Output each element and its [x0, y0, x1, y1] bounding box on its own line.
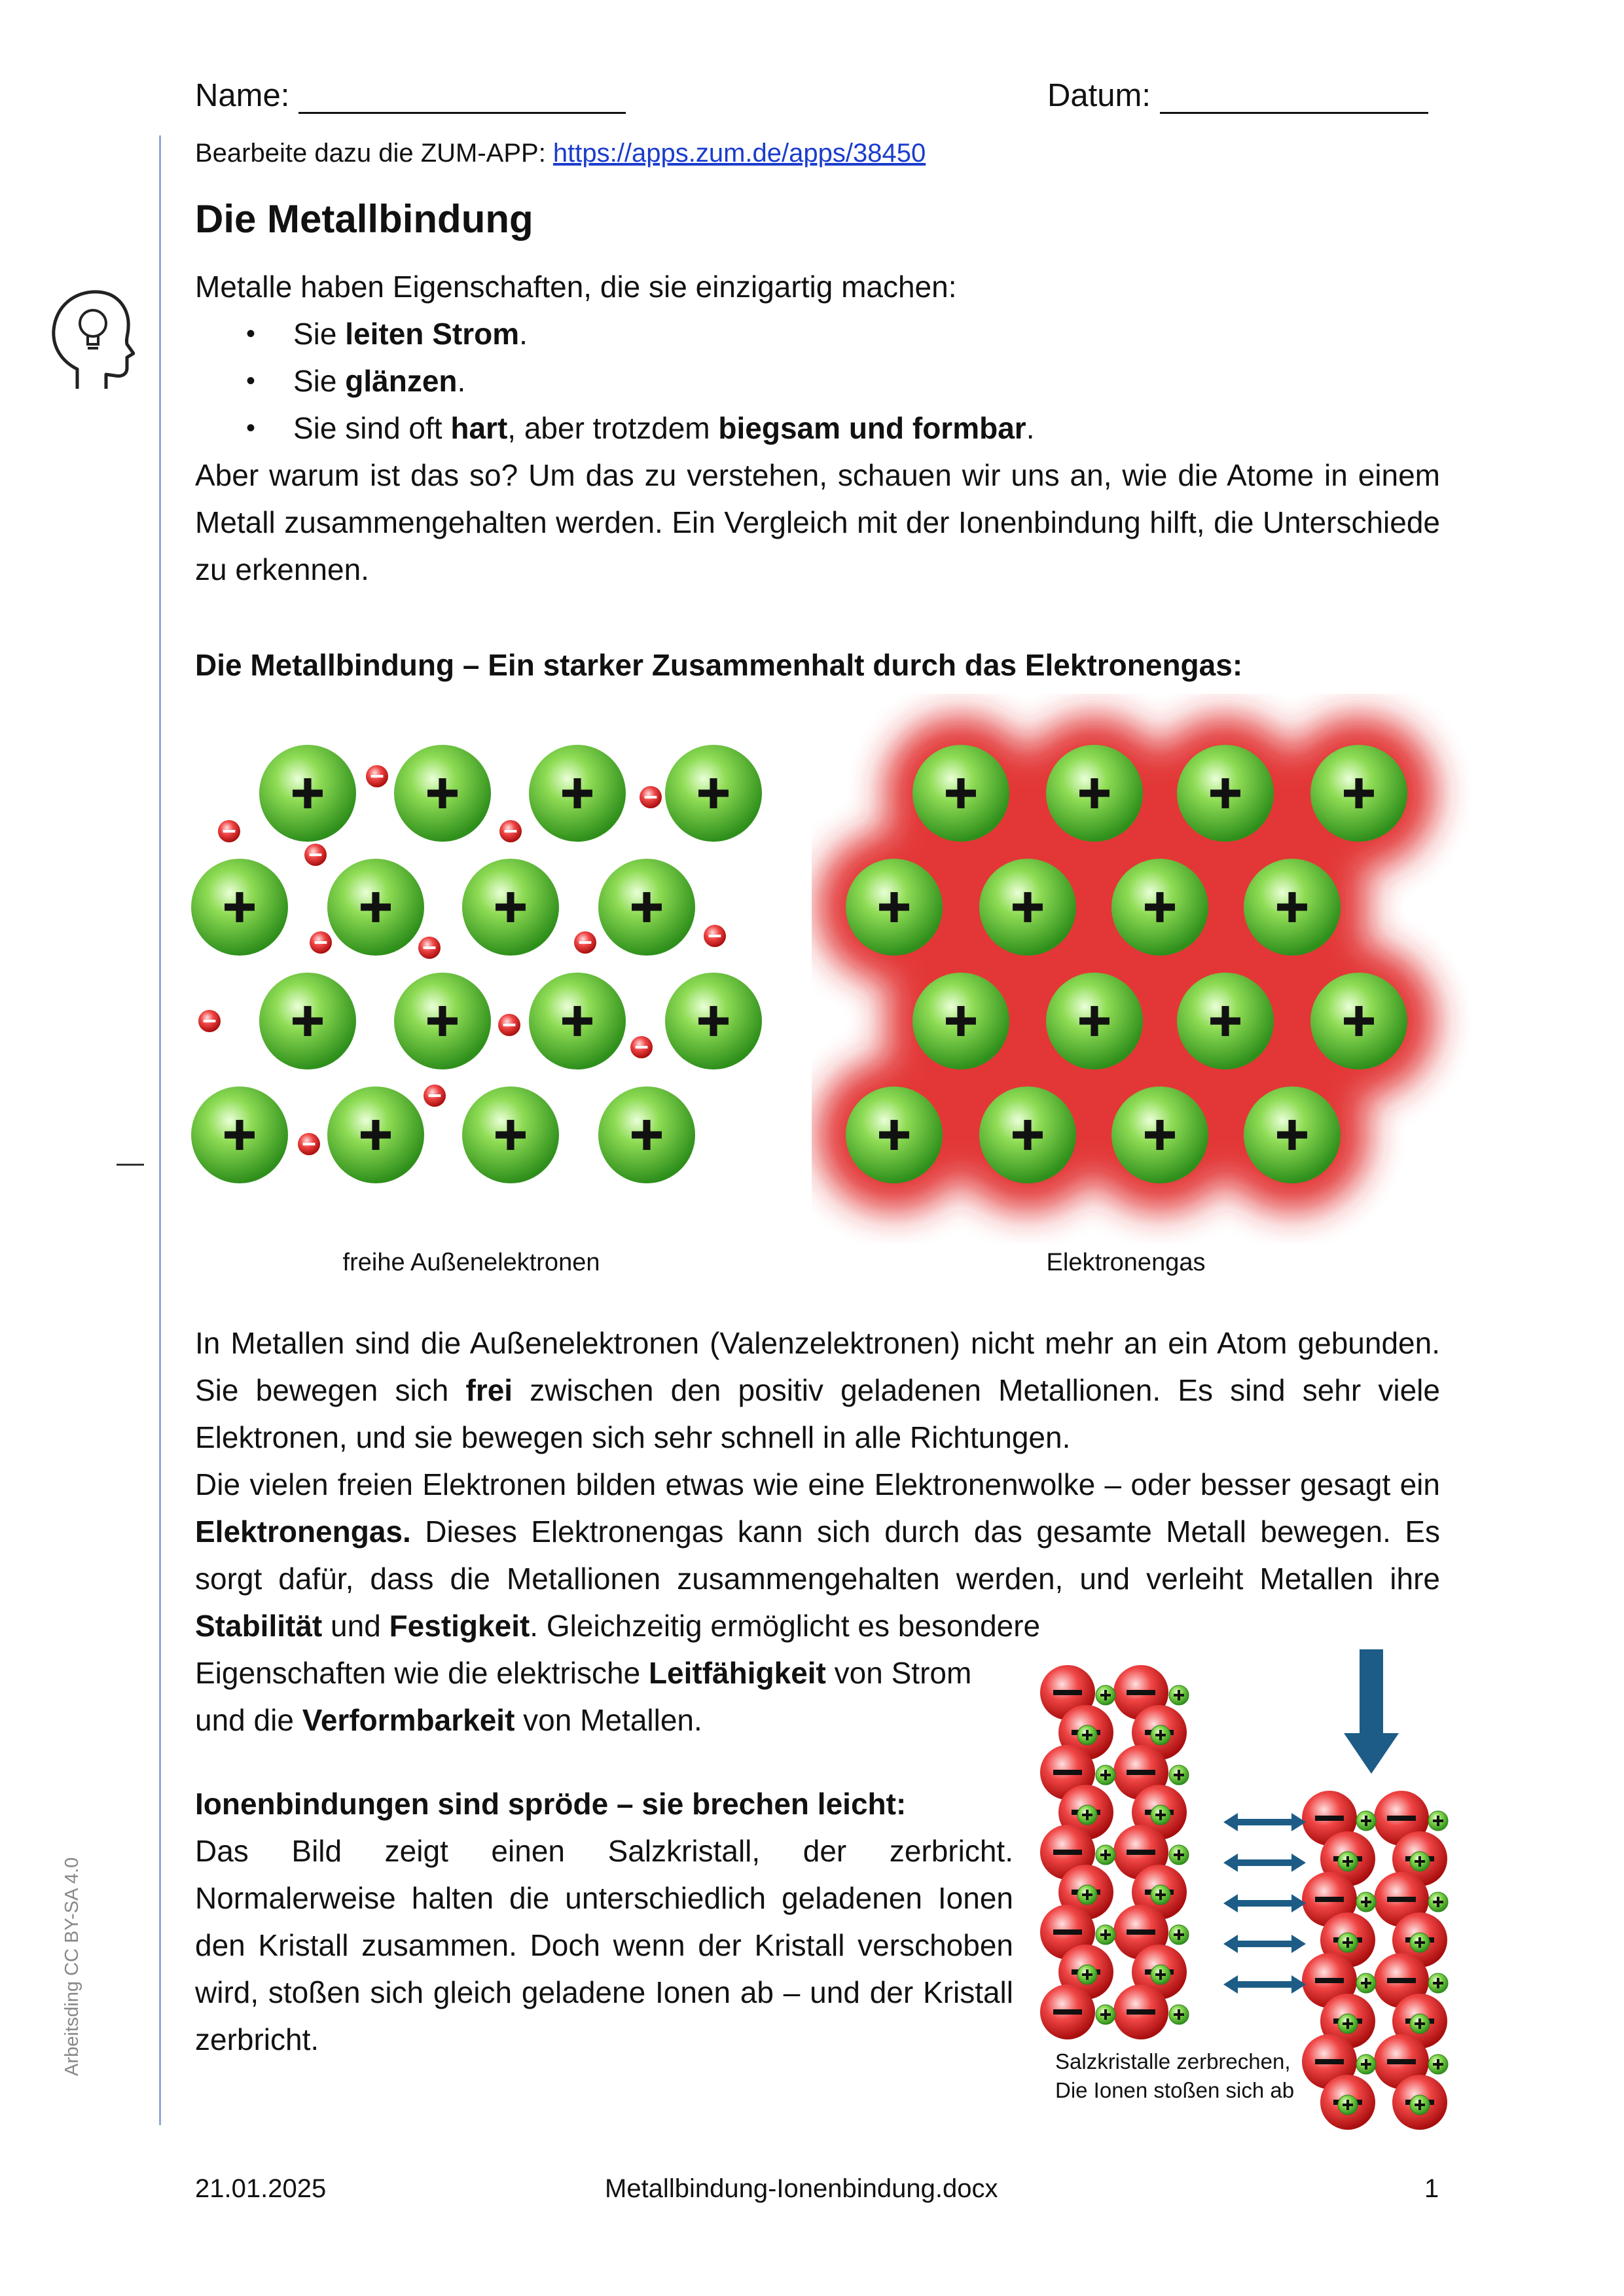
cation	[1077, 1725, 1097, 1745]
metal-ion	[529, 745, 626, 842]
footer-page-number: 1	[1424, 2174, 1439, 2203]
metal-ion	[1111, 859, 1208, 956]
metal-ion	[598, 1086, 695, 1183]
instruction-line: Bearbeite dazu die ZUM-APP: https://apps.zum.de/apps/38450	[195, 139, 926, 168]
electron	[424, 1085, 446, 1107]
electron	[298, 1133, 320, 1155]
cation	[1356, 1811, 1376, 1831]
repulsion-arrow	[1223, 1813, 1306, 1831]
cation	[1151, 1805, 1170, 1825]
metal-ion	[1046, 745, 1143, 842]
cation	[1356, 2054, 1376, 2074]
metal-ion	[394, 973, 491, 1069]
cation	[1096, 1765, 1115, 1785]
intro-question: Aber warum ist das so? Um das zu verstehen, schauen wir uns an, wie die Atome in einem Metall zusammengehalten werden. Ein Vergleich mit der Ionenbindung hilft, die Unterschiede zu erkennen.	[195, 458, 1440, 586]
metal-ion	[1310, 745, 1407, 842]
footer-filename: Metallbindung-Ionenbindung.docx	[605, 2174, 998, 2203]
anion	[1113, 1984, 1168, 2039]
electron-gas-figure	[812, 694, 1479, 1244]
ionic-explanation: Das Bild zeigt einen Salzkristall, der zerbricht. Normalerweise halten die unterschiedlich geladenen Ionen den Kristall zusammen. Doch wenn der Kristall verschoben wird, stoßen sich gleich geladene Ionen ab – und der Kristall zerbricht.	[195, 1834, 1013, 2056]
footer-date: 21.01.2025	[195, 2174, 327, 2203]
metal-ion	[191, 1086, 288, 1183]
paragraph-2: Die vielen freien Elektronen bilden etwas wie eine Elektronenwolke – oder besser gesagt ein Elektronengas. Dieses Elektronengas kann sich durch das gesamte Metall bewegen. Es sorgt dafür, dass die Metallionen zusammengehalten werden, und verleiht Metallen ihre Stabilität und Festigkeit. Gleichzeitig ermöglicht es besondere	[195, 1467, 1440, 1643]
intro-lead: Metalle haben Eigenschaften, die sie einzigartig machen:	[195, 270, 957, 304]
caption-line-2: Die Ionen stoßen sich ab	[1055, 2078, 1295, 2102]
repulsion-arrow	[1223, 1935, 1306, 1953]
electron	[630, 1036, 653, 1058]
metal-ion	[1244, 1086, 1341, 1183]
cation	[1428, 1811, 1448, 1831]
metal-ion	[529, 973, 626, 1069]
cation	[1169, 1765, 1189, 1785]
metal-ion	[665, 745, 762, 842]
cation	[1169, 1925, 1189, 1945]
metal-ion	[259, 745, 356, 842]
metal-ion	[1310, 973, 1407, 1069]
metal-ion	[327, 1086, 424, 1183]
cation	[1169, 1845, 1189, 1865]
zum-app-link[interactable]: https://apps.zum.de/apps/38450	[552, 139, 926, 168]
cation	[1338, 2014, 1358, 2034]
cation	[1096, 1685, 1115, 1705]
cation	[1428, 1973, 1448, 1993]
paragraph-3: Eigenschaften wie die elektrische Leitfähigkeit von Strom	[195, 1656, 972, 1690]
cation	[1428, 2054, 1448, 2074]
repulsion-arrow	[1223, 1854, 1306, 1872]
anion	[1040, 1984, 1095, 2039]
cation	[1096, 1845, 1115, 1865]
cation	[1338, 1933, 1358, 1952]
cation	[1410, 2014, 1430, 2034]
paragraph-4: und die Verformbarkeit von Metallen.	[195, 1703, 702, 1737]
name-field-label: Name:	[195, 77, 626, 114]
paragraph-1: In Metallen sind die Außenelektronen (Valenzelektronen) nicht mehr an ein Atom gebunden. Sie bewegen sich frei zwischen den positiv geladenen Metallionen. Es sind sehr viele Elektronen, und sie bewegen sich sehr schnell in alle Richtungen.	[195, 1326, 1440, 1454]
date-field-label: Datum:	[1047, 77, 1428, 114]
license-note: Arbeitsding CC BY-SA 4.0	[62, 1857, 82, 2076]
metal-explanation-cont	[195, 1649, 1046, 1744]
name-blank-line[interactable]	[298, 79, 626, 114]
free-electrons-figure	[183, 720, 812, 1217]
metal-ion	[1111, 1086, 1208, 1183]
cation	[1410, 1852, 1430, 1871]
cation	[1169, 2005, 1189, 2024]
electron	[574, 931, 596, 954]
metal-ion	[191, 859, 288, 956]
electron	[366, 765, 388, 787]
margin-rule	[159, 135, 161, 2125]
metal-ion	[598, 859, 695, 956]
electron	[499, 820, 522, 842]
metal-ion	[462, 859, 559, 956]
cation	[1077, 1965, 1097, 1984]
intro-block	[195, 263, 1440, 593]
cation	[1338, 1852, 1358, 1871]
metal-ion	[1177, 973, 1274, 1069]
metal-ion	[979, 859, 1076, 956]
electron	[310, 931, 332, 954]
cation	[1077, 1885, 1097, 1905]
cation	[1356, 1973, 1376, 1993]
page-title: Die Metallbindung	[195, 197, 533, 241]
cation	[1096, 1925, 1115, 1945]
metal-ion	[1244, 859, 1341, 956]
cation	[1096, 2005, 1115, 2024]
metal-ion	[327, 859, 424, 956]
cation	[1151, 1965, 1170, 1984]
list-item: • Sie sind oft hart, aber trotzdem biegsam und formbar.	[195, 404, 1440, 452]
list-item: • Sie leiten Strom.	[195, 310, 1440, 357]
metal-ion	[979, 1086, 1076, 1183]
cation	[1151, 1885, 1170, 1905]
electron	[640, 786, 662, 808]
head-lightbulb-icon	[43, 284, 135, 399]
cation	[1410, 1933, 1430, 1952]
metal-ion	[665, 973, 762, 1069]
property-list	[195, 310, 1440, 452]
repulsion-arrow	[1223, 1894, 1306, 1912]
cation	[1338, 2095, 1358, 2115]
cation	[1410, 2095, 1430, 2115]
metal-ion	[1046, 973, 1143, 1069]
electron	[418, 937, 441, 959]
section2-heading: Ionenbindungen sind spröde – sie brechen leicht:	[195, 1787, 907, 1821]
metal-ion	[846, 1086, 943, 1183]
cation	[1077, 1805, 1097, 1825]
metal-ion	[1177, 745, 1274, 842]
metal-ion	[259, 973, 356, 1069]
electron	[198, 1010, 221, 1032]
cation	[1151, 1725, 1170, 1745]
date-blank-line[interactable]	[1160, 79, 1428, 114]
caption-line-1: Salzkristalle zerbrechen,	[1055, 2049, 1291, 2073]
electron	[704, 925, 726, 947]
repulsion-arrow	[1223, 1975, 1306, 1994]
metal-ion	[462, 1086, 559, 1183]
metal-ion	[912, 973, 1009, 1069]
metal-ion	[846, 859, 943, 956]
list-item: • Sie glänzen.	[195, 357, 1440, 404]
cation	[1356, 1892, 1376, 1912]
electron	[498, 1014, 520, 1036]
electron	[304, 844, 327, 866]
section1-heading: Die Metallbindung – Ein starker Zusammenhalt durch das Elektronengas:	[195, 648, 1243, 682]
metal-ion	[394, 745, 491, 842]
metal-explanation	[195, 1319, 1440, 1649]
salt-figure-caption	[1055, 2047, 1294, 2105]
push-down-arrow	[1344, 1649, 1399, 1774]
cation	[1169, 1685, 1189, 1705]
fold-mark	[117, 1164, 144, 1166]
metal-ion	[912, 745, 1009, 842]
electron-gas-caption: Elektronengas	[1046, 1249, 1206, 1276]
electron	[218, 820, 240, 842]
cation	[1428, 1892, 1448, 1912]
free-electrons-caption: freihe Außenelektronen	[342, 1249, 600, 1276]
